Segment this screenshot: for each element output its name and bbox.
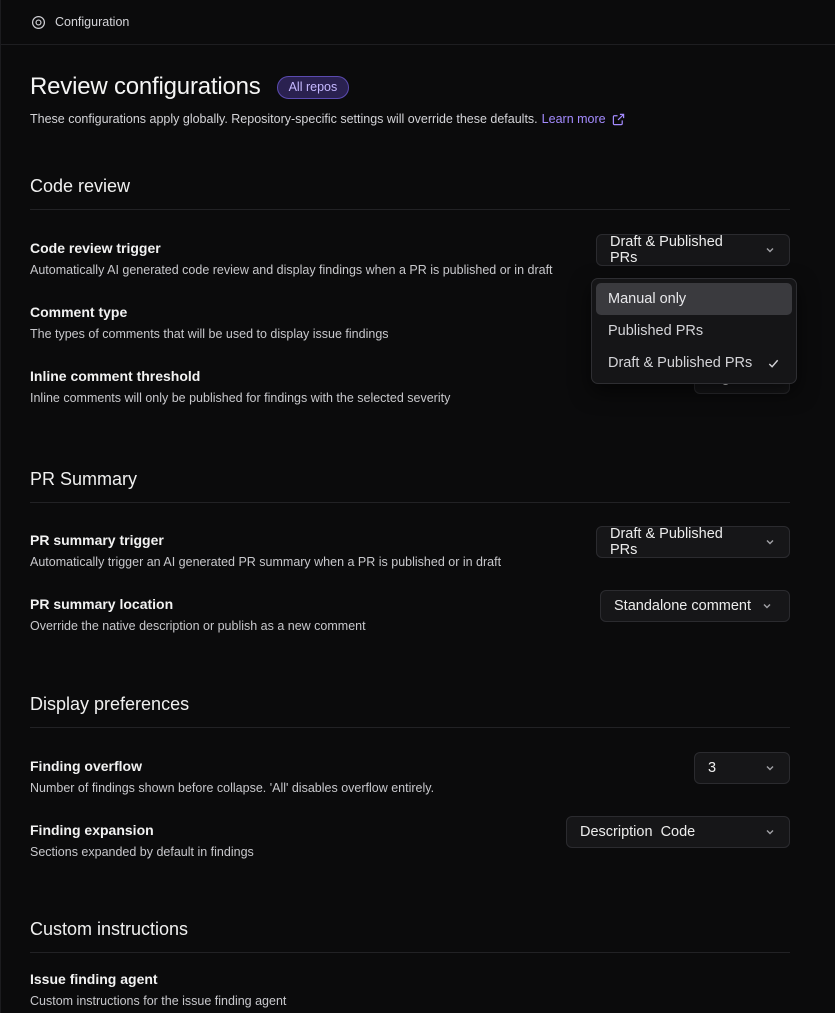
setting-desc: Automatically trigger an AI generated PR summary when a PR is published or in draft [30, 555, 502, 569]
setting-title: PR summary trigger [30, 532, 164, 548]
setting-title: Finding overflow [30, 758, 142, 774]
section-title: Code review [30, 176, 790, 210]
learn-more-link[interactable] [542, 112, 625, 126]
chevron-down-icon [764, 762, 776, 774]
setting-desc: Override the native description or publish as a new comment [30, 619, 366, 633]
section-custom-instructions [30, 919, 790, 1013]
menu-item-draft-published-prs[interactable] [596, 347, 792, 379]
setting-desc: Sections expanded by default in findings [30, 845, 254, 859]
pr-summary-location-select[interactable] [600, 590, 790, 622]
setting-desc: Automatically AI generated code review and display findings when a PR is published or in draft [30, 263, 553, 277]
code-review-trigger-select[interactable] [596, 234, 790, 266]
code-review-trigger-menu [591, 278, 797, 384]
menu-item-manual-only[interactable] [596, 283, 792, 315]
setting-desc: Custom instructions for the issue finding agent [30, 994, 287, 1008]
setting-title: PR summary location [30, 596, 174, 612]
setting-desc: Inline comments will only be published for findings with the selected severity [30, 391, 451, 405]
main-content [1, 45, 835, 1013]
topbar-label: Configuration [55, 15, 130, 29]
finding-overflow-select[interactable] [694, 752, 790, 784]
external-link-icon [612, 113, 625, 126]
chevron-down-icon [764, 244, 776, 256]
setting-row-finding-overflow [30, 758, 790, 822]
learn-more-label: Learn more [541, 112, 606, 126]
setting-title: Finding expansion [30, 822, 154, 838]
menu-item-label: Manual only [608, 291, 687, 307]
setting-row-pr-summary-location [30, 596, 790, 660]
setting-row-pr-summary-trigger [30, 526, 790, 596]
topbar [1, 0, 835, 45]
setting-desc: Number of findings shown before collapse. 'All' disables overflow entirely. [30, 781, 435, 795]
setting-desc: The types of comments that will be used to display issue findings [30, 327, 389, 341]
section-display-preferences [30, 694, 790, 886]
select-value: Standalone comment [614, 598, 752, 614]
section-pr-summary [30, 469, 790, 660]
title-row [30, 73, 790, 101]
setting-title: Code review trigger [30, 240, 161, 256]
section-title: PR Summary [30, 469, 790, 503]
scope-badge: All repos [277, 76, 350, 99]
select-value: Draft & Published PRs [610, 234, 723, 266]
chevron-down-icon [764, 536, 776, 548]
select-value: Draft & Published PRs [610, 526, 723, 558]
setting-title: Issue finding agent [30, 971, 158, 987]
checkmark-icon [767, 357, 780, 370]
page-title: Review configurations [30, 73, 261, 100]
gear-icon [31, 15, 46, 30]
menu-item-published-prs[interactable] [596, 315, 792, 347]
pr-summary-trigger-select[interactable] [596, 526, 790, 558]
menu-item-label: Published PRs [608, 323, 704, 339]
setting-title: Comment type [30, 304, 128, 320]
select-value: 3 [708, 760, 717, 776]
select-value: Description Code [580, 824, 696, 840]
setting-row-issue-finding-agent [30, 971, 790, 1013]
chevron-down-icon [764, 826, 776, 838]
setting-title: Inline comment threshold [30, 368, 201, 384]
chevron-down-icon [761, 600, 773, 612]
section-title: Custom instructions [30, 919, 790, 953]
section-title: Display preferences [30, 694, 790, 728]
finding-expansion-select[interactable] [566, 816, 790, 848]
setting-row-finding-expansion [30, 822, 790, 886]
subtitle-text: These configurations apply globally. Repository-specific settings will override these defaults. [30, 112, 538, 126]
menu-item-label: Draft & Published PRs [608, 355, 753, 371]
page-subtitle [30, 112, 790, 126]
